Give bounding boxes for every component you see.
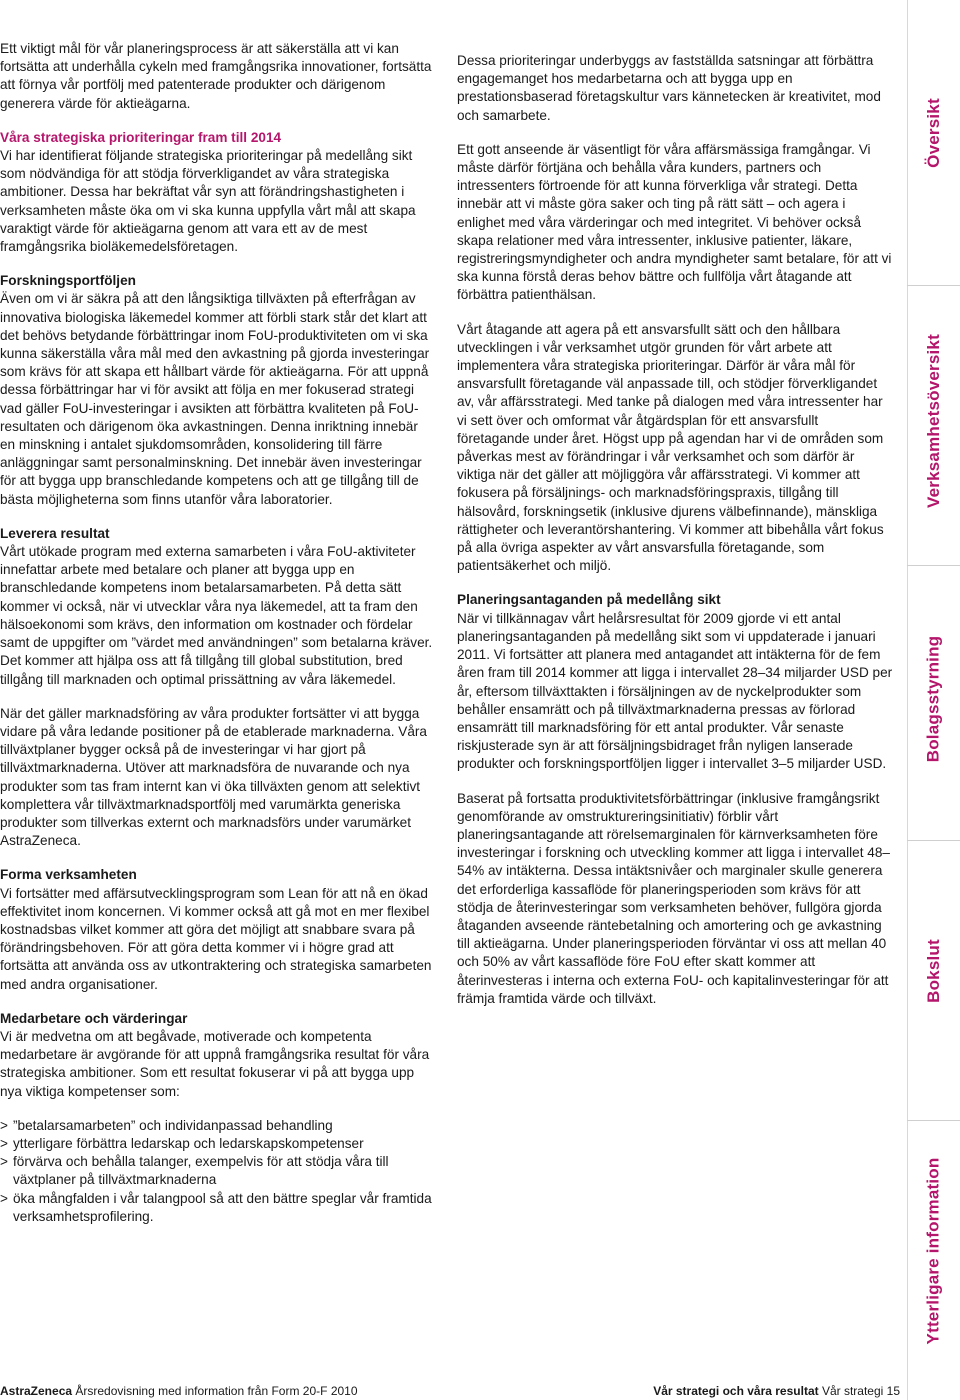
deliver-results-paragraph-2: När det gäller marknadsföring av våra produkter fortsätter vi att bygga vidare på våra ledande positioner på de etablerade marknaderna. Våra tillväxtplaner bygger också på de investeringar vi har gjort på tillväxtmarknaderna. Utöver att marknadsföra de nuvarande och nya produkter som tas fram internt kan vi öka tillväxten genom att selektivt komplettera vår tillväxtmarknadsportfölj med varumärkta generiska produkter som tillverkas externt och marknadsförs under varumärket AstraZeneca. [0, 705, 427, 849]
right-paragraph-5: Baserat på fortsatta produktivitetsförbättringar (inklusive framgångsrikt genomförande av omstruktureringsinitiativ) förblir vårt planeringsantagande att rörelsemarginalen för kärnverksamheten före investeringar i forskning och utveckling kommer att ligga i intervallet 48–54% av intäkterna. Dessa intäktsnivåer och marginaler skulle generera det erforderliga kassaflöde för planeringsperioden som krävs för att stödja de återinvesteringar som verksamheten behöver, fullgöra gjorda åtaganden avseende räntebetalning och amortering och ge avkastning till aktieägarna. Under planeringsperioden förväntar vi oss att mellan 40 och 50% av vårt kassaflöde före FoU efter skatt kommer att återinvesteras i interna och externa FoU- och kapitalinvesteringar för att främja framtida värde och tillväxt. [457, 790, 890, 1006]
planning-assumptions-paragraph: När vi tillkännagav vårt helårsresultat för 2009 gjorde vi ett antal planeringsantaganden på medellång sikt som vi uppdaterade i januari 2011. Vi fortsätter att planera med antagandet att intäkterna för de fem åren fram till 2014 kommer att ligga i intervallet 28–34 miljarder USD per år, eftersom tillväxttakten i försäljningen av de nyckelprodukter som behåller ensamrätt och på tillväxtmarknaderna pressas av förlorad ensamrätt till marknadsföring för ett antal produkter. Vår senaste riskjusterade syn är att försäljningsbidraget från nyligen lanserade produkter och forskningsportföljen ligger i intervallet 3–5 miljarder USD. [457, 610, 893, 772]
strategic-priorities-heading: Våra strategiska prioriteringar fram till 2014 [0, 129, 282, 145]
research-portfolio-heading: Forskningsportföljen [0, 273, 136, 289]
nav-tab-bolagsstyrning[interactable] [907, 565, 960, 831]
strategic-priorities-paragraph: Vi har identifierat följande strategiska prioriteringar på medellång sikt som nödvändiga för att stödja förverkligandet av våra strategiska ambitioner. Dessa har bekräftat vår syn att förändringshastigheten i verksamheten måste öka om vi ska kunna uppfylla vårt mål att skapa varaktigt värde för aktieägarna genom att vara ett av de mest framgångsrika bioläkemedelsföretagen. [0, 148, 416, 255]
footer-right [653, 1384, 900, 1398]
shape-business-paragraph: Vi fortsätter med affärsutvecklingsprogram som Lean för att nå en ökad effektivitet inom koncernen. Vi kommer också att gå mot en mer flexibel kostnadsbas vilket kommer att göra det möjligt att snabbare svara på förändringsbehoven. För att göra detta kommer vi i högre grad att fortsätta att använda oss av utkontraktering och strategiska samarbeten med andra organisationer. [0, 885, 432, 992]
footer-section: Vår strategi och våra resultat [653, 1384, 819, 1398]
people-values-heading: Medarbetare och värderingar [0, 1010, 188, 1026]
nav-tab-label: Ytterligare information [923, 1157, 943, 1345]
section-nav-rail [907, 0, 960, 1400]
competence-list [0, 1117, 436, 1226]
list-item: > förvärva och behålla talanger, exempelvis för att stödja våra till växtplaner på tillväxtmarknaderna [0, 1153, 436, 1189]
list-item: > ”betalarsamarbeten” och individanpassad behandling [0, 1117, 436, 1135]
nav-tab-label: Verksamhetsöversikt [923, 334, 943, 508]
footer-company: AstraZeneca [0, 1384, 73, 1398]
right-column [457, 52, 893, 1008]
nav-tab-label: Bokslut [923, 939, 943, 1003]
nav-tab-verksamhetsoversikt[interactable] [907, 285, 960, 556]
nav-tab-label: Översikt [923, 97, 943, 168]
research-portfolio-paragraph: Även om vi är säkra på att den långsiktiga tillväxten på efterfrågan av innovativa biologiska läkemedel kommer att förbli stark står det klart att det behövs betydande förbättringar inom FoU-produktiviteten om vi ska kunna säkerställa våra mål med den avkastning på gjorda investeringar som krävs för att skapa ett hållbart värde för aktieägarna. För att uppnå dessa förbättringar har vi för avsikt att följa en mer fokuserad strategi vad gäller FoU-investeringar i avsikten att förbättra kvaliteten på FoU-resultaten och därigenom öka avkastningen. Denna inriktning innebär en minskning i antalet sjukdomsområden, konsolidering till färre anläggningar samt personalminskning. Det innebär även investeringar för att bygga upp branschledande kompetens och att ge tillgång till de bästa möjligheterna som finns utanför våra laboratorier. [0, 291, 430, 507]
left-column [0, 40, 436, 1226]
nav-tab-oversikt[interactable] [907, 0, 960, 265]
right-paragraph-1: Dessa prioriteringar underbyggs av fastställda satsningar att förbättra engagemanget hos medarbetarna och att bygga upp en prestationsbaserad företagskultur vars kännetecken är kreativitet, mod och samarbete. [457, 53, 881, 123]
nav-tab-ytterligare-information[interactable] [907, 1120, 960, 1381]
right-paragraph-3: Vårt åtagande att agera på ett ansvarsfullt sätt och den hållbara utvecklingen i vår verksamhet utgör grunden för vårt arbete att implementera våra strategiska prioriteringar. Därför är våra mål för ansvarsfullt företagande väl anpassade till, och stödjer förverkligandet av, vår affärsstrategi. Med tanke på dialogen med våra intressenter har vi sett över och omformat vår åtgärdsplan för ett ansvarsfullt företagande under året. Högst upp på agendan har vi de områden som påverkas mest av förändringar i vår verksamhet och som därför är viktiga när det gäller att möjliggöra vår affärsstrategi. Vi kommer att fokusera på försäljnings- och marknadsföringspraxis, tillgång till hälsovård, forskningsetik (inklusive djurens välbefinnande), mänskliga rättigheter och leverantörshantering. Vi kommer att bibehålla vårt fokus på alla övriga aspekter av vårt ansvarsfulla företagande, som patientsäkerhet och miljö. [457, 321, 884, 574]
nav-tab-bokslut[interactable] [907, 840, 960, 1101]
list-item: > ytterligare förbättra ledarskap och ledarskapskompetenser [0, 1135, 436, 1153]
nav-tab-label: Bolagsstyrning [923, 635, 943, 762]
planning-assumptions-heading: Planeringsantaganden på medellång sikt [457, 592, 721, 608]
footer-document-title: Årsredovisning med information från Form 20-F 2010 [75, 1384, 358, 1398]
deliver-results-paragraph-1: Vårt utökade program med externa samarbeten i våra FoU-aktiviteter innefattar arbete med betalare och planer att bygga upp en branschledande kompetens inom betalarsamarbeten. På detta sätt kommer vi också, när vi utvecklar våra nya läkemedel, att ta fram den hälsoekonomi som krävs, den information om kostnader och fördelar samt de uppgifter om ”värdet med användningen” som betalarna kräver. Det kommer att hjälpa oss att få tillgång till global substitution, bred tillgång till marknaden och optimal prissättning av våra läkemedel. [0, 544, 433, 687]
footer-page: Vår strategi 15 [821, 1384, 900, 1398]
intro-paragraph: Ett viktigt mål för vår planeringsprocess är att säkerställa att vi kan fortsätta att underhålla cykeln med framgångsrika innovationer, fortsätta att förnya vår portfölj med patenterade produkter och därigenom generera värde för aktieägarna. [0, 41, 432, 111]
shape-business-heading: Forma verksamheten [0, 867, 137, 883]
footer-left [0, 1384, 358, 1398]
list-item: > öka mångfalden i vår talangpool så att den bättre speglar vår framtida verksamhetsprofilering. [0, 1190, 436, 1226]
right-paragraph-2: Ett gott anseende är väsentligt för våra affärsmässiga framgångar. Vi måste därför förtjäna och behålla våra kunders, partners och intressenters förtroende för att kunna förverkliga vår strategi. Detta innebär att vi måste göra saker och ting på rätt sätt – och agera i enlighet med våra värderingar och med integritet. Vi behöver också skapa relationer med våra intressenter, inklusive patienter, läkare, registreringsmyndigheter och andra myndigheter samt betalare, för att vi ska kunna förstå deras behov bättre och fullfölja vårt åtagande att förbättra patienthälsan. [457, 141, 892, 303]
deliver-results-heading: Leverera resultat [0, 525, 110, 541]
people-values-paragraph: Vi är medvetna om att begåvade, motiverade och kompetenta medarbetare är avgörande för att uppnå framgångsrika resultat för våra strategiska ambitioner. Som ett resultat fokuserar vi på att bygga upp nya viktiga kompetenser som: [0, 1028, 430, 1099]
